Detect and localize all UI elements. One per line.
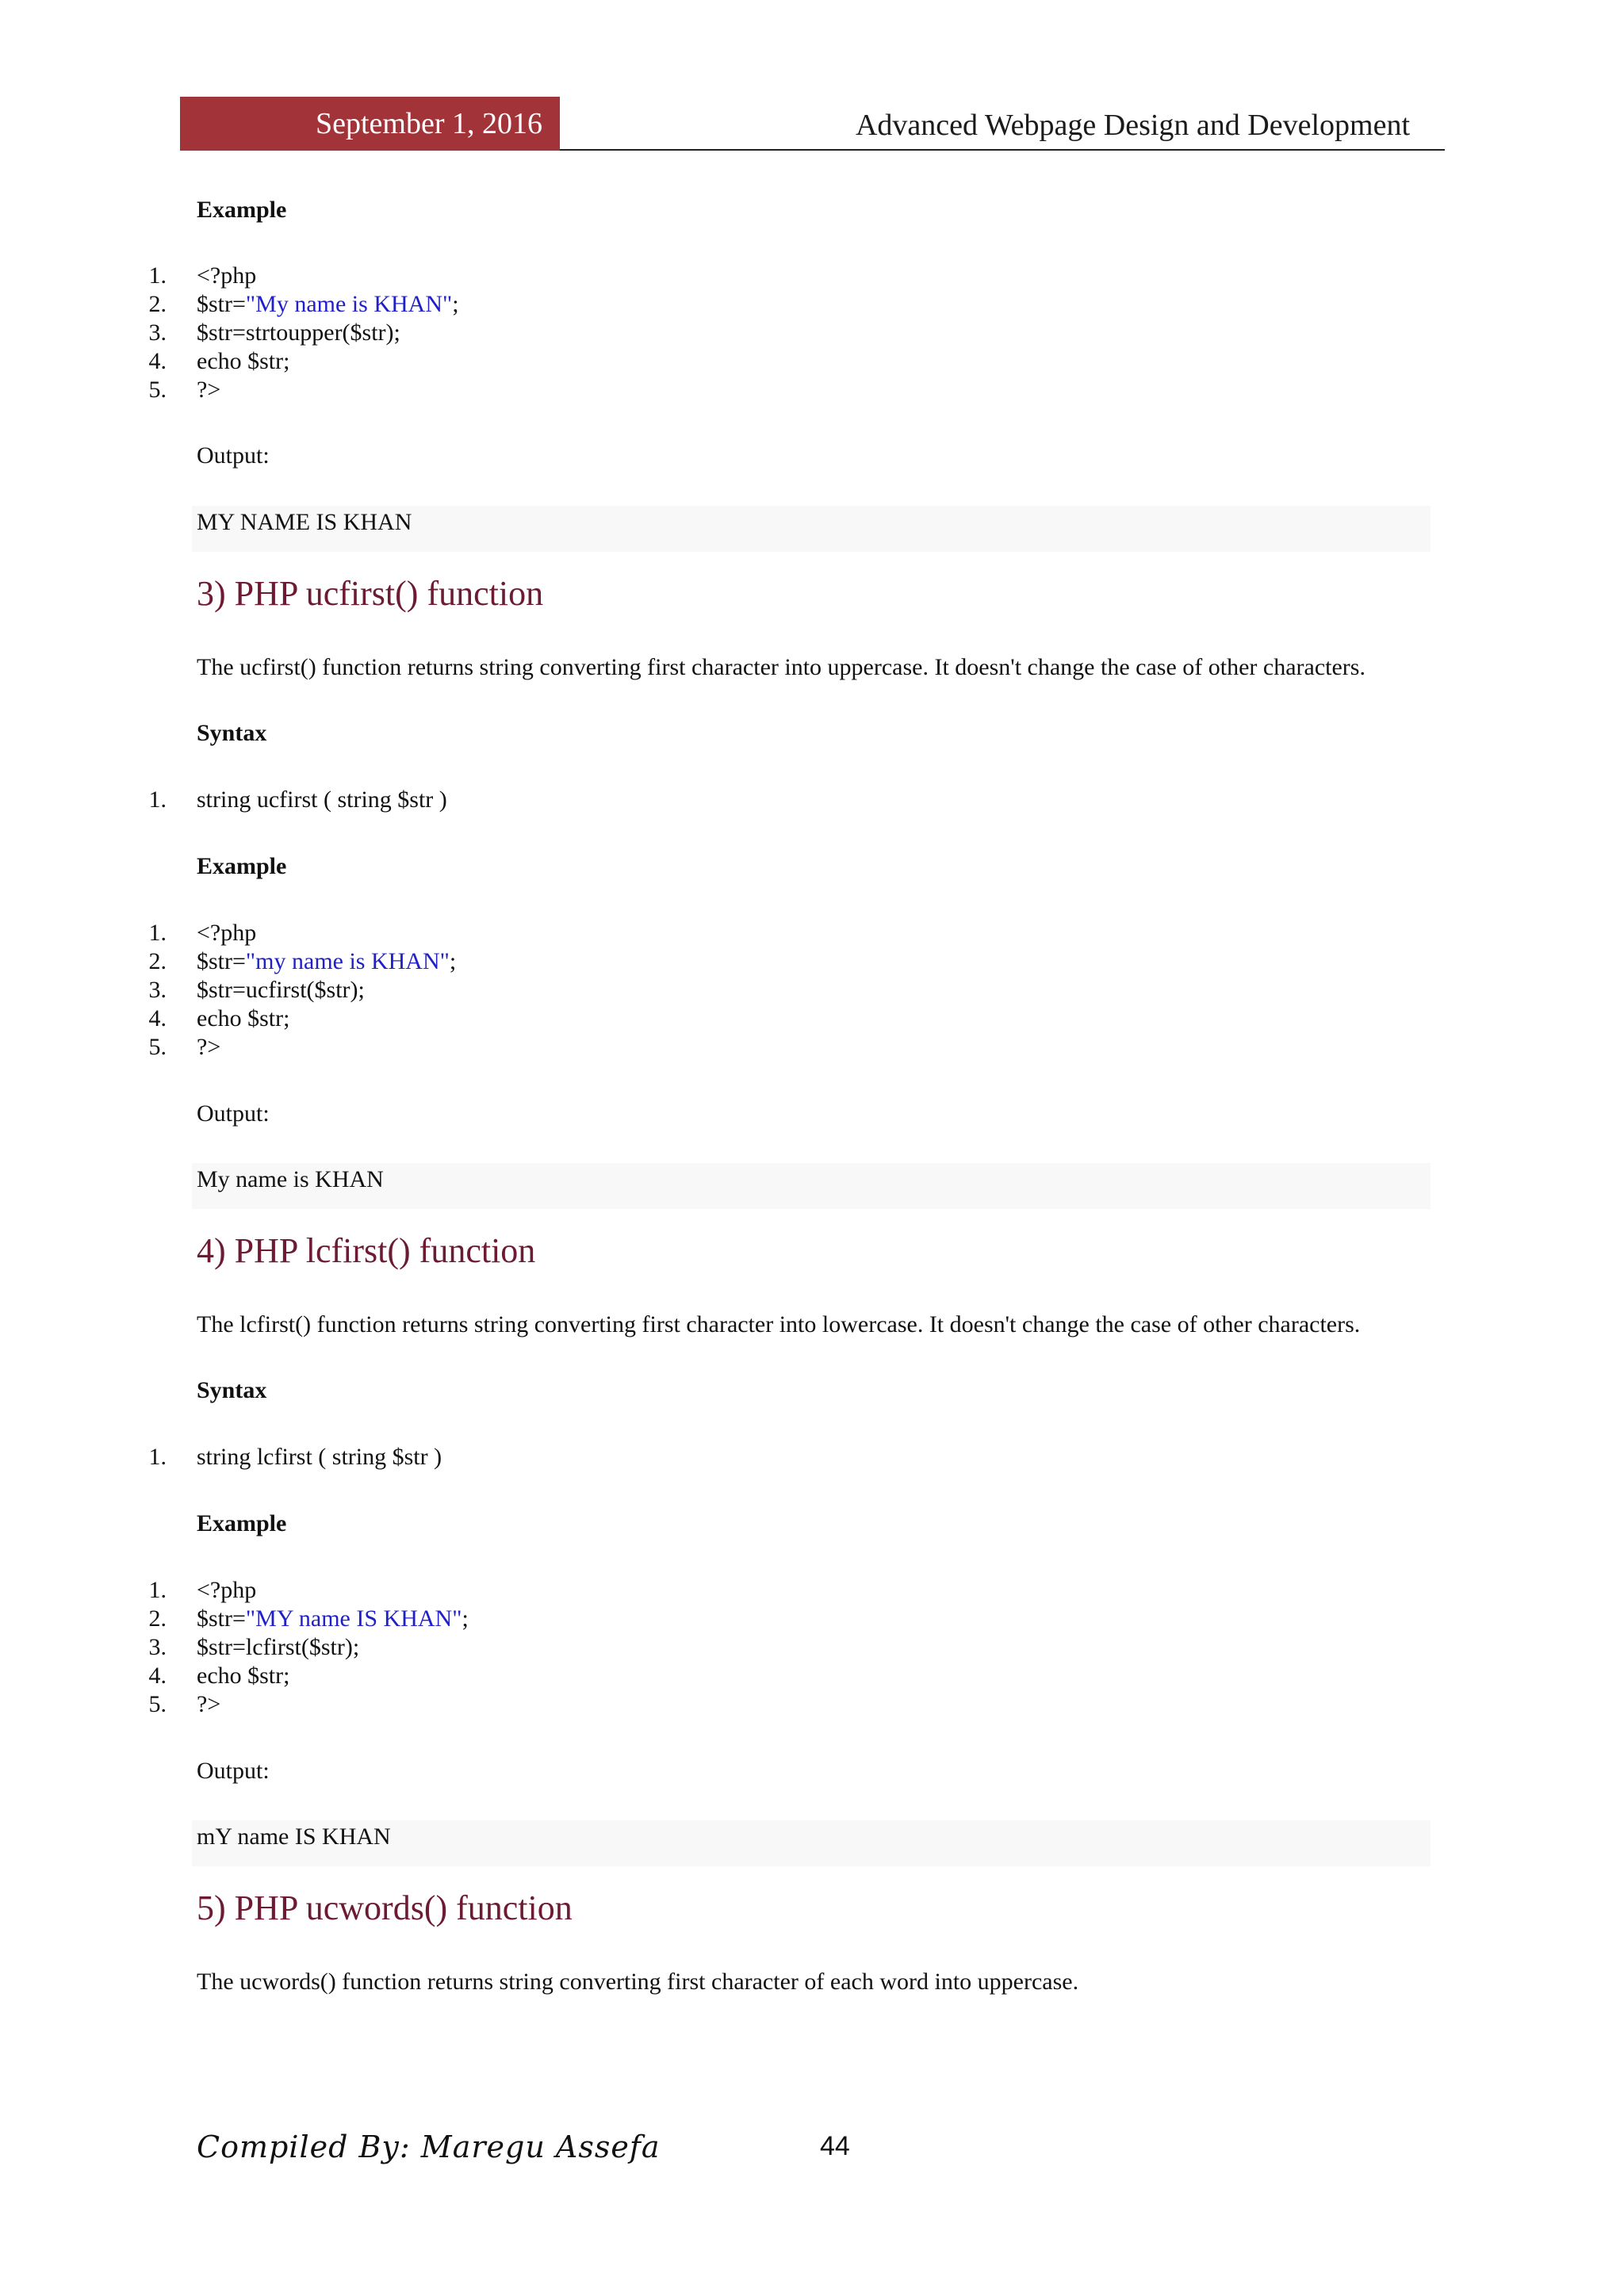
- section-heading: 5) PHP ucwords() function: [197, 1888, 573, 1927]
- line-number: 1.: [148, 786, 167, 813]
- code-text: ?>: [197, 1691, 221, 1717]
- line-number: 3.: [148, 977, 167, 1003]
- code-text: echo $str;: [197, 348, 290, 374]
- line-number: 3.: [148, 1634, 167, 1660]
- output-label: Output:: [197, 1100, 270, 1127]
- example-label: Example: [197, 1510, 287, 1536]
- syntax-label: Syntax: [197, 1377, 267, 1403]
- page-number: 44: [820, 2131, 850, 2161]
- code-text: <?php: [197, 920, 257, 946]
- output-label: Output:: [197, 1758, 270, 1784]
- line-number: 1.: [148, 920, 167, 946]
- output-text: mY name IS KHAN: [197, 1823, 391, 1850]
- line-number: 1.: [148, 262, 167, 289]
- example-label: Example: [197, 197, 287, 223]
- code-text: [197, 291, 459, 318]
- code-text: echo $str;: [197, 1663, 290, 1689]
- code-text: $str=lcfirst($str);: [197, 1634, 360, 1660]
- code-text: $str=ucfirst($str);: [197, 977, 365, 1003]
- section-heading: 3) PHP ucfirst() function: [197, 574, 544, 613]
- footer-author: Compiled By: Maregu Assefa: [197, 2130, 661, 2164]
- line-number: 3.: [148, 320, 167, 346]
- header-date: September 1, 2016: [180, 97, 560, 151]
- string-literal: "MY name IS KHAN": [245, 1605, 462, 1632]
- line-number: 4.: [148, 348, 167, 374]
- example-label: Example: [197, 853, 287, 879]
- code-text: ?>: [197, 377, 221, 403]
- code-text: <?php: [197, 1577, 257, 1603]
- section-description: The lcfirst() function returns string converting first character into lowercase. It doesn't change the case of other characters.: [197, 1311, 1361, 1337]
- code-suffix: ;: [449, 948, 457, 974]
- output-text: My name is KHAN: [197, 1166, 384, 1192]
- output-label: Output:: [197, 442, 270, 469]
- code-suffix: ;: [452, 291, 459, 317]
- code-text: <?php: [197, 262, 257, 289]
- code-text: [197, 948, 456, 975]
- string-literal: "my name is KHAN": [245, 948, 450, 974]
- code-text: echo $str;: [197, 1005, 290, 1031]
- line-number: 5.: [148, 1691, 167, 1717]
- line-number: 1.: [148, 1444, 167, 1470]
- syntax-label: Syntax: [197, 720, 267, 746]
- code-text: [197, 1605, 469, 1632]
- section-description: The ucwords() function returns string converting first character of each word into uppercase.: [197, 1969, 1079, 1995]
- line-number: 4.: [148, 1663, 167, 1689]
- syntax-text: string ucfirst ( string $str ): [197, 786, 447, 813]
- line-number: 4.: [148, 1005, 167, 1031]
- syntax-text: string lcfirst ( string $str ): [197, 1444, 442, 1470]
- line-number: 5.: [148, 1034, 167, 1060]
- line-number: 2.: [148, 948, 167, 974]
- code-prefix: $str=: [197, 291, 246, 317]
- section-description: The ucfirst() function returns string converting first character into uppercase. It doesn't change the case of other characters.: [197, 654, 1365, 680]
- code-text: ?>: [197, 1034, 221, 1060]
- section-heading: 4) PHP lcfirst() function: [197, 1231, 536, 1270]
- line-number: 5.: [148, 377, 167, 403]
- header-title: Advanced Webpage Design and Development: [855, 109, 1410, 142]
- line-number: 2.: [148, 1605, 167, 1632]
- string-literal: "My name is KHAN": [245, 291, 453, 317]
- code-prefix: $str=: [197, 948, 246, 974]
- header-rule: [560, 149, 1445, 151]
- code-prefix: $str=: [197, 1605, 246, 1632]
- code-text: $str=strtoupper($str);: [197, 320, 400, 346]
- output-text: MY NAME IS KHAN: [197, 509, 412, 535]
- page-header: [180, 97, 1445, 151]
- line-number: 2.: [148, 291, 167, 317]
- code-suffix: ;: [462, 1605, 469, 1632]
- line-number: 1.: [148, 1577, 167, 1603]
